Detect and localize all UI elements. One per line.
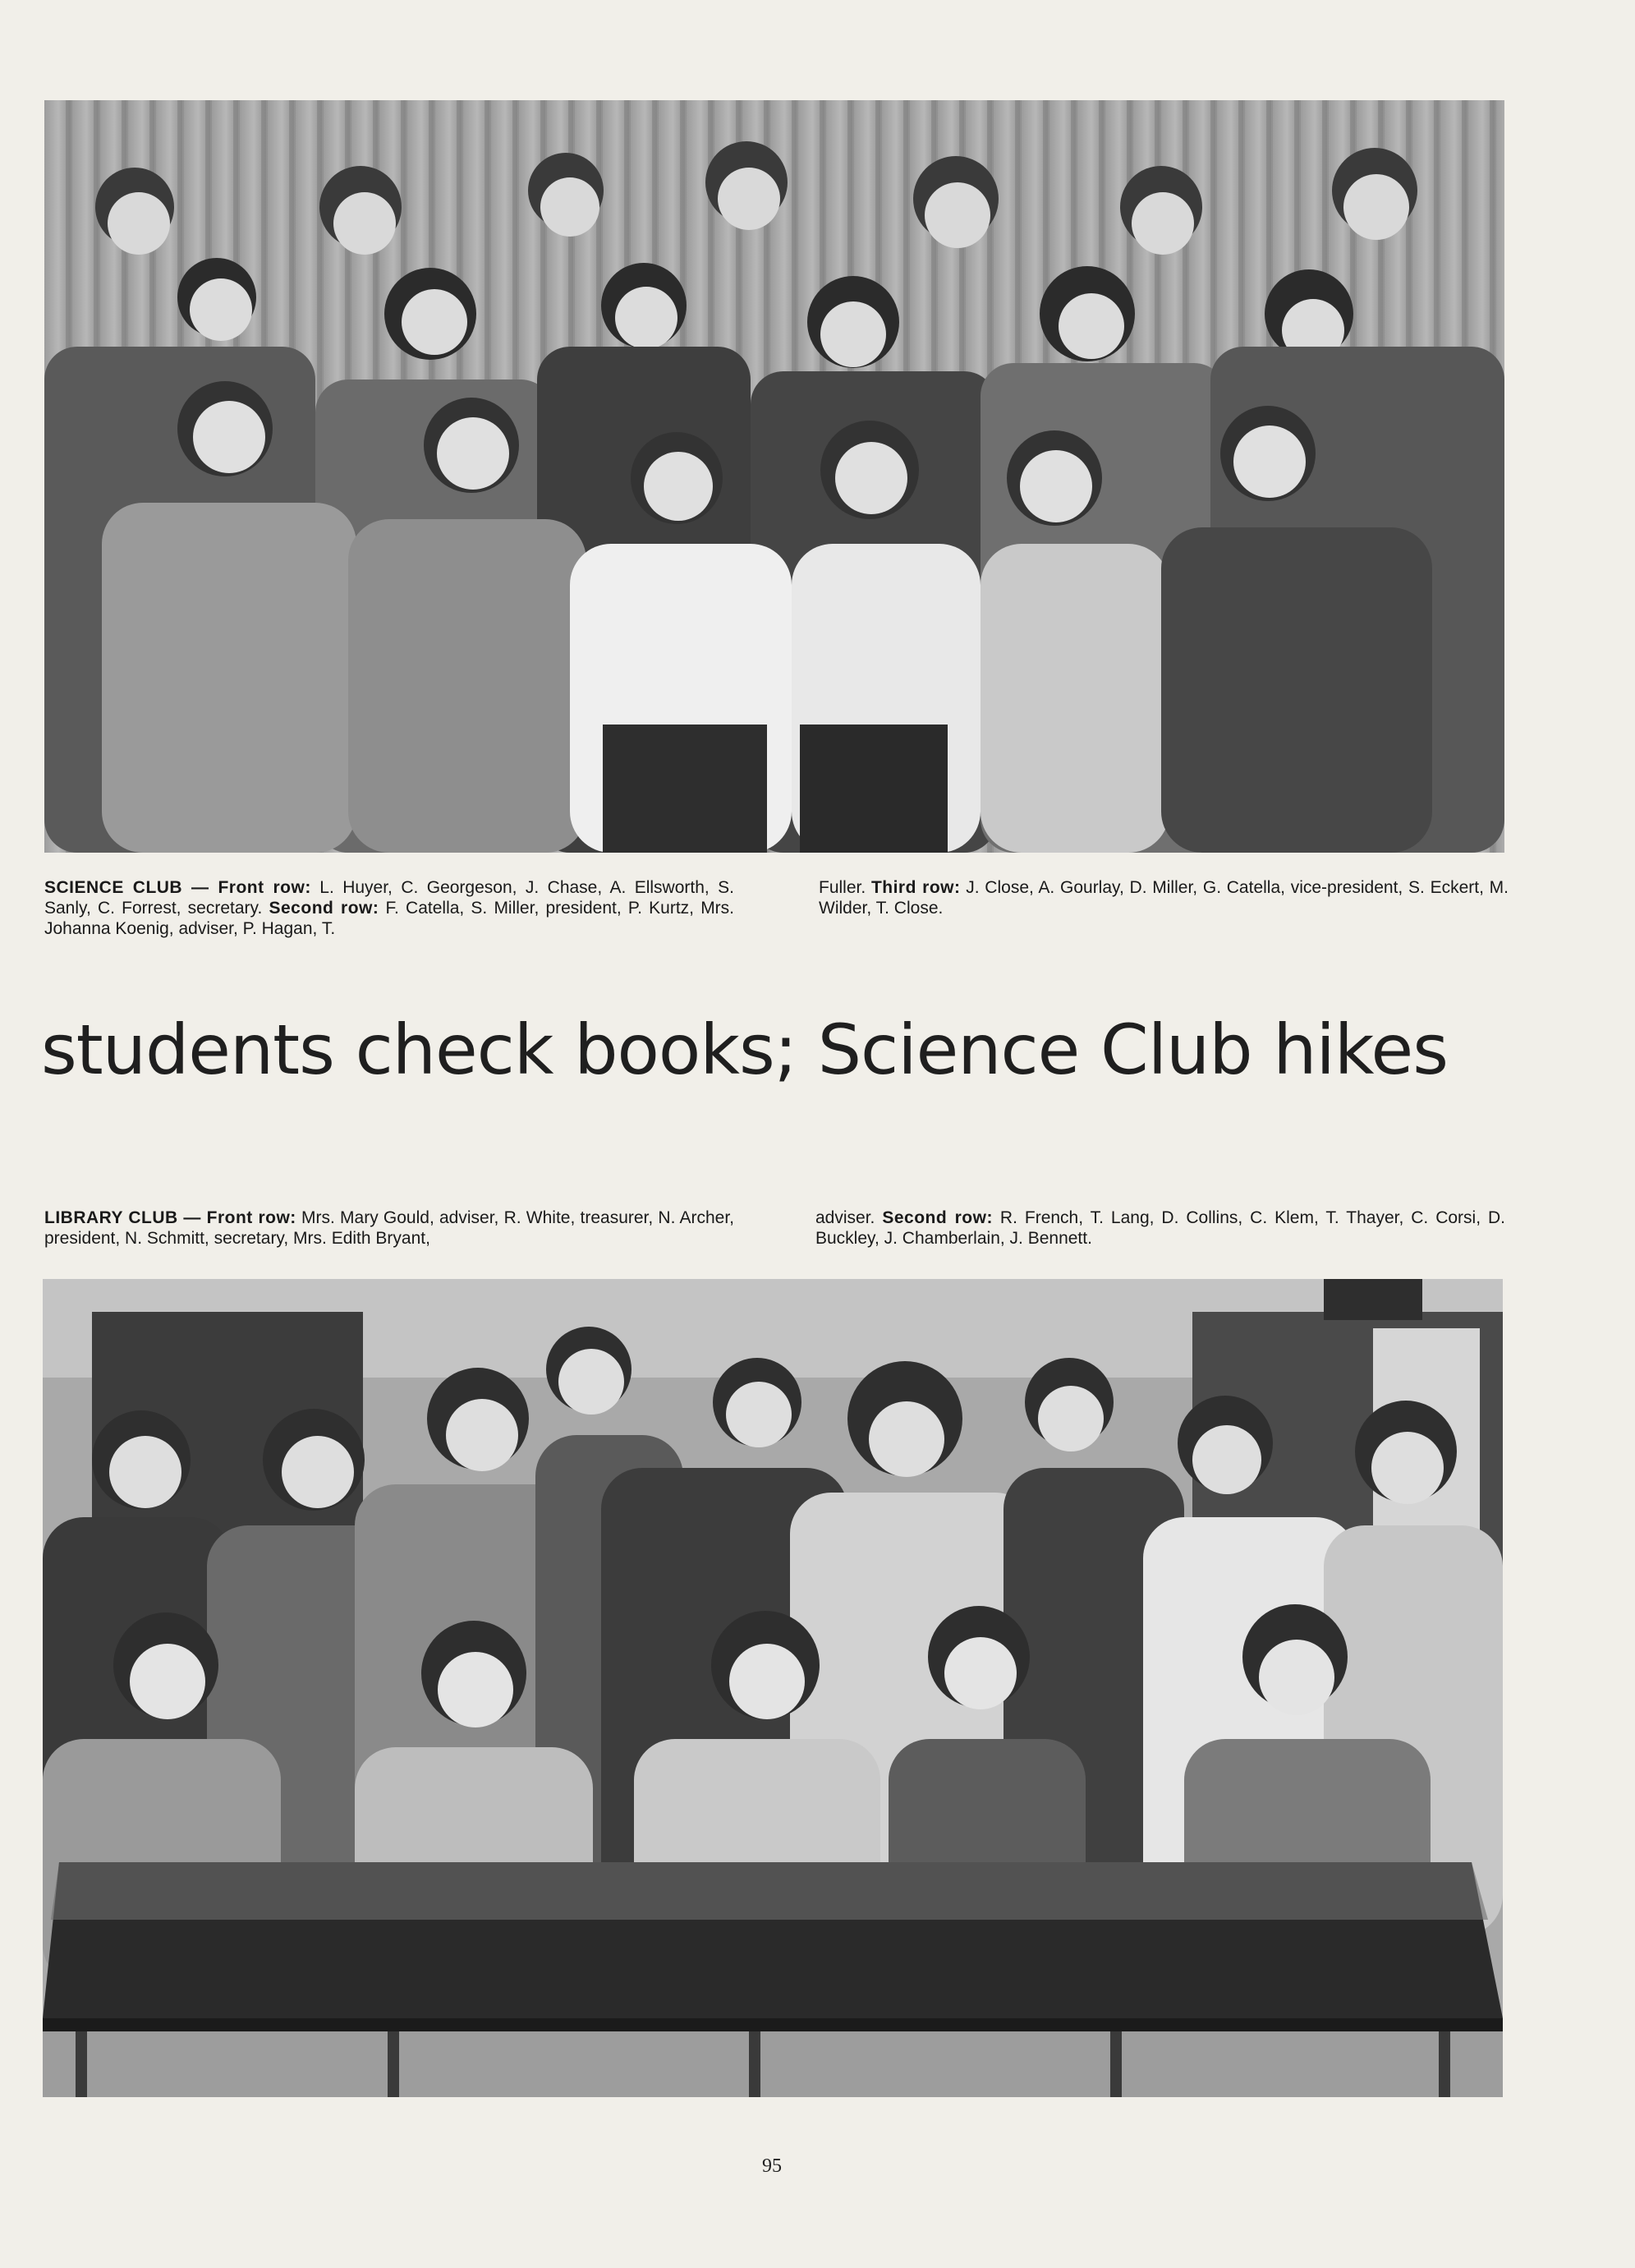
caption-text: F. Catella, S. Miller, president, P. Kurtz, Mrs. Johanna Koenig, adviser, P. Hagan, T.: [44, 899, 735, 938]
page-headline: students check books; Science Club hikes: [41, 1010, 1448, 1090]
caption-bold: LIBRARY CLUB — Front row:: [44, 1208, 296, 1227]
caption-text: Mrs. Mary Gould, adviser, R. White, treasurer, N. Archer, president, N. Schmitt, secretary, Mrs. Edith Bryant,: [44, 1208, 734, 1248]
science-club-photo: [44, 100, 1504, 853]
caption-bold: Third row:: [870, 878, 961, 897]
science-club-photo-art: [44, 100, 1504, 853]
caption-text: R. French, T. Lang, D. Collins, C. Klem, T. Thayer, C. Corsi, D. Buckley, J. Chamberlain, J. Bennett.: [815, 1208, 1506, 1248]
caption-text: L. Huyer, C. Georgeson, J. Chase, A. Ellsworth, S. Sanly, C. Forrest, secretary.: [44, 878, 734, 918]
caption-bold: Second row:: [882, 1208, 993, 1227]
library-club-photo-art: [43, 1279, 1503, 2097]
science-club-caption-left: [44, 877, 734, 939]
caption-text: Fuller.: [819, 878, 871, 897]
caption-bold: SCIENCE CLUB — Front row:: [44, 878, 311, 897]
library-club-caption-right: [815, 1208, 1505, 1249]
caption-bold: Second row:: [269, 899, 379, 918]
page-number: 95: [762, 2155, 782, 2177]
caption-text: adviser.: [815, 1208, 883, 1227]
library-club-photo: [43, 1279, 1503, 2097]
caption-text: J. Close, A. Gourlay, D. Miller, G. Catella, vice-president, S. Eckert, M. Wilder, T. Close.: [819, 878, 1509, 918]
science-club-caption-right: [819, 877, 1509, 918]
library-club-caption-left: [44, 1208, 734, 1249]
